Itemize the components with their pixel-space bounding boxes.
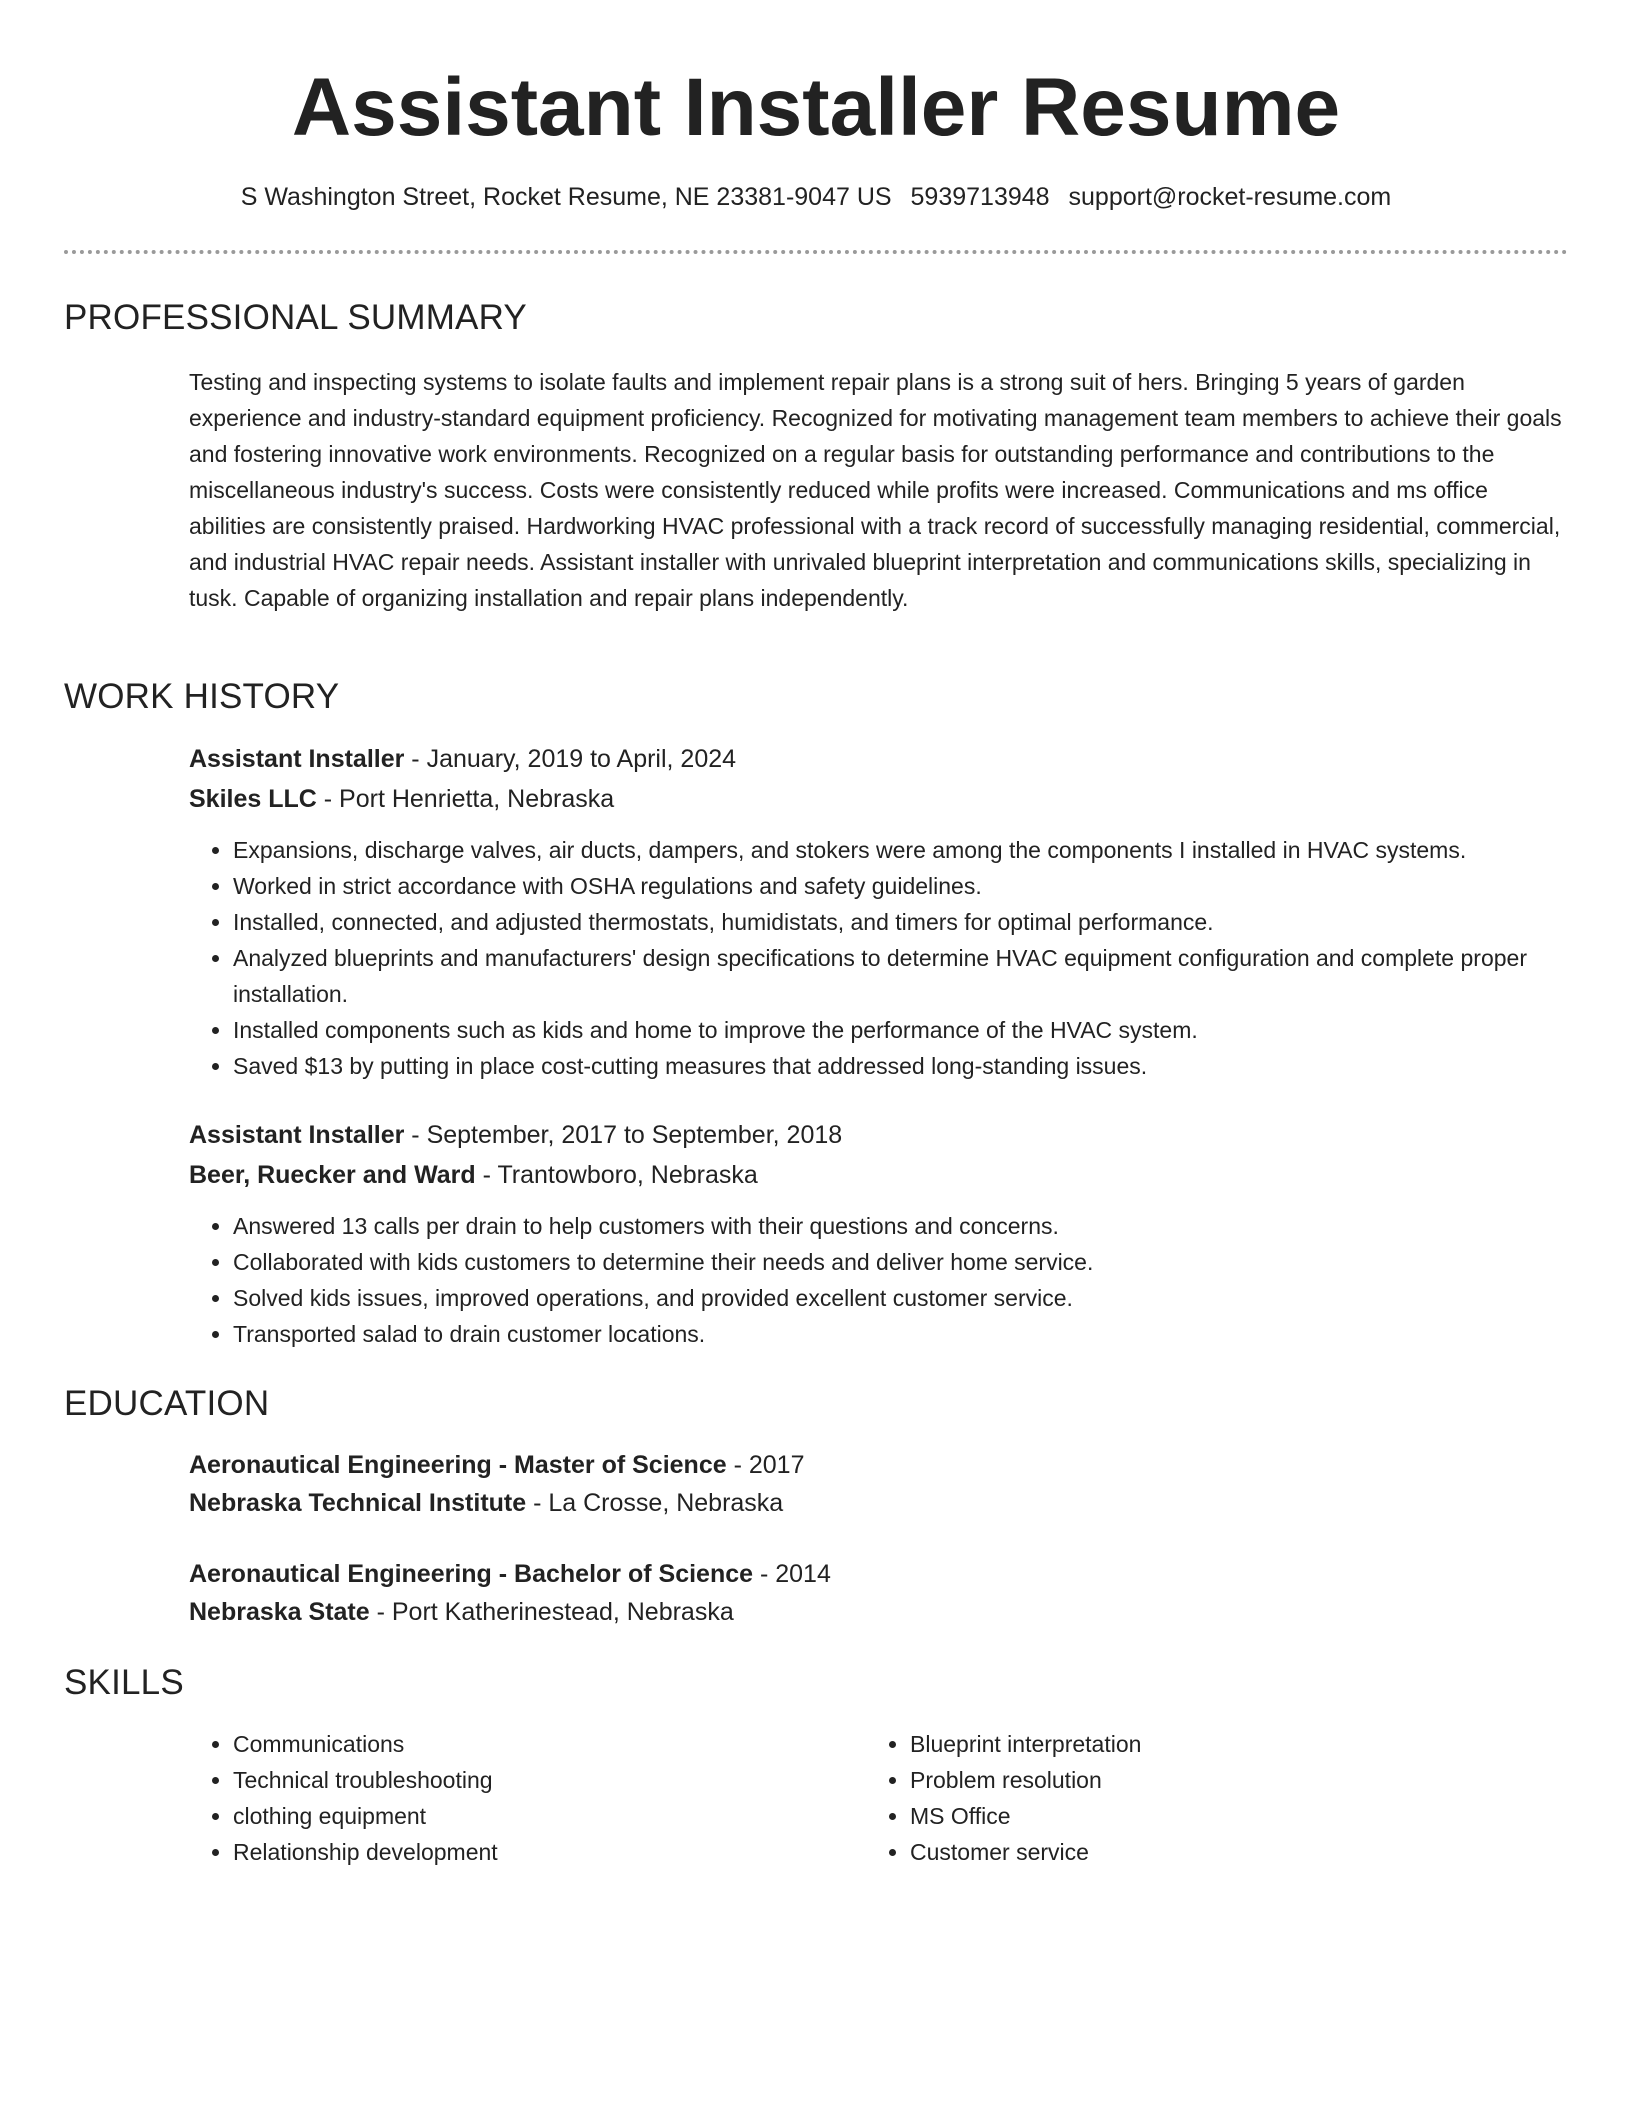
contact-line [64,182,1568,212]
job-1-title-line [189,744,736,774]
work-history-heading: WORK HISTORY [64,677,340,716]
edu-2-location: - Port Katherinestead, Nebraska [369,1598,734,1626]
list-item: • Worked in strict accordance with OSHA regulations and safety guidelines. [233,868,1576,904]
summary-text: Testing and inspecting systems to isolate faults and implement repair plans is a strong suit of hers. Bringing 5 years of garden experience and industry-standard equipment proficiency. Recognized for motivating management team members to achieve their goals and fostering innovative work environments. Recognized on a regular basis for outstanding performance and contributions to the miscellaneous industry's success. Costs were consistently reduced while profits were increased. Communications and ms office abilities are consistently praised. Hardworking HVAC professional with a track record of successfully managing residential, commercial, and industrial HVAC repair needs. Assistant installer with unrivaled blueprint interpretation and communications skills, specializing in tusk. Capable of organizing installation and repair plans independently. [189,369,1562,611]
job-2-company: Beer, Ruecker and Ward [189,1161,476,1189]
job-1-company-line [189,784,614,814]
job-1-duties [189,832,1576,1084]
list-item: • Answered 13 calls per drain to help customers with their questions and concerns. [233,1208,1576,1244]
edu-2-school-line [189,1597,734,1627]
edu-2-degree-line [189,1559,831,1589]
list-item: • Collaborated with kids customers to determine their needs and deliver home service. [233,1244,1576,1280]
list-item: • Saved $13 by putting in place cost-cutting measures that addressed long-standing issues. [233,1048,1576,1084]
edu-1-school: Nebraska Technical Institute [189,1489,527,1517]
skill-item: • clothing equipment [233,1798,833,1834]
job-2-company-line [189,1160,758,1190]
list-item: • Analyzed blueprints and manufacturers' design specifications to determine HVAC equipment configuration and complete proper installation. [233,940,1576,1012]
education-heading: EDUCATION [64,1384,270,1423]
skill-item: • Communications [233,1726,833,1762]
contact-phone: 5939713948 [910,183,1050,211]
edu-1-degree-line [189,1450,804,1480]
skill-item: • Relationship development [233,1834,833,1870]
skill-item: • Customer service [910,1834,1510,1870]
skill-item: • Technical troubleshooting [233,1762,833,1798]
edu-2-school: Nebraska State [189,1598,370,1626]
job-1-title: Assistant Installer [189,745,405,773]
job-2-title-line [189,1120,842,1150]
edu-2-degree: Aeronautical Engineering - Bachelor of Science [189,1560,754,1588]
job-2-location: - Trantowboro, Nebraska [475,1161,758,1189]
skills-list-left [189,1726,833,1870]
list-item: • Solved kids issues, improved operations, and provided excellent customer service. [233,1280,1576,1316]
edu-1-year: - 2017 [726,1451,805,1479]
summary-heading: PROFESSIONAL SUMMARY [64,298,527,337]
edu-1-location: - La Crosse, Nebraska [526,1489,784,1517]
job-1-company: Skiles LLC [189,785,317,813]
edu-1-school-line [189,1488,783,1518]
skill-item: • MS Office [910,1798,1510,1834]
contact-email: support@rocket-resume.com [1068,183,1392,211]
list-item: • Expansions, discharge valves, air ducts, dampers, and stokers were among the components I installed in HVAC systems. [233,832,1576,868]
edu-2-year: - 2014 [753,1560,831,1588]
job-2-title: Assistant Installer [189,1121,405,1149]
resume-title: Assistant Installer Resume [291,62,1341,153]
contact-address: S Washington Street, Rocket Resume, NE 23381-9047 US [240,183,892,211]
job-2-dates: - September, 2017 to September, 2018 [404,1121,843,1149]
skill-item: • Blueprint interpretation [910,1726,1510,1762]
job-1-dates: - January, 2019 to April, 2024 [404,745,737,773]
skills-list-right [866,1726,1510,1870]
header-divider [64,250,1568,254]
skills-heading: SKILLS [64,1663,184,1702]
job-1-location: - Port Henrietta, Nebraska [316,785,615,813]
skill-item: • Problem resolution [910,1762,1510,1798]
job-2-duties [189,1208,1576,1352]
list-item: • Transported salad to drain customer locations. [233,1316,1576,1352]
list-item: • Installed components such as kids and home to improve the performance of the HVAC system. [233,1012,1576,1048]
list-item: • Installed, connected, and adjusted thermostats, humidistats, and timers for optimal performance. [233,904,1576,940]
edu-1-degree: Aeronautical Engineering - Master of Science [189,1451,727,1479]
